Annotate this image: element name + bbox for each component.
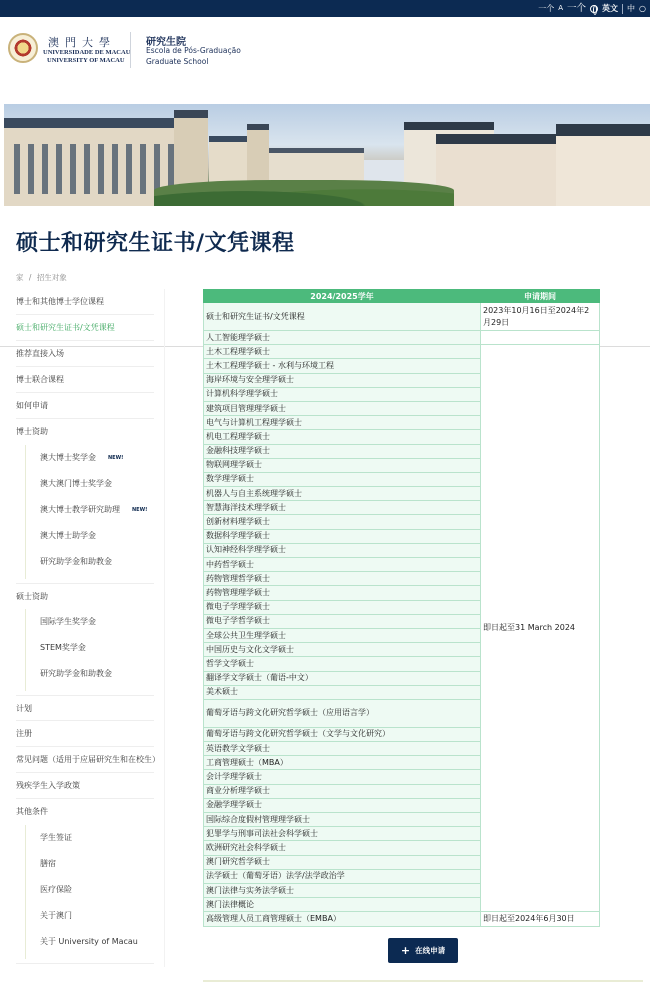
sidebar-item-faq[interactable]: 常见问题（适用于应届研究生和在校生） — [16, 747, 154, 773]
programme-name: 会计学理学硕士 — [204, 770, 481, 784]
programme-name: 美术硕士 — [204, 685, 481, 699]
building-shape — [556, 124, 650, 206]
sidebar-subitem-research-teaching-assistantship[interactable] — [40, 549, 154, 575]
programme-name: 智慧海洋技术理学硕士 — [204, 501, 481, 515]
programme-name: 澳门法律与实务法学硕士 — [204, 883, 481, 897]
sidebar-item-disability-policy[interactable]: 残疾学生入学政策 — [16, 773, 154, 799]
university-name-pt: UNIVERSIDADE DE MACAU — [43, 49, 131, 56]
table-row — [204, 912, 600, 926]
sidebar-item-registration[interactable]: 注册 — [16, 721, 154, 747]
programme-name: 澳门法律概论 — [204, 898, 481, 912]
subitem-label: 澳大博士助学金 — [40, 531, 96, 540]
programme-name: 工商管理硕士（MBA） — [204, 756, 481, 770]
campus-banner-image — [4, 104, 650, 206]
sidebar-subitem-student-visa[interactable]: 学生签证 — [40, 833, 72, 842]
sidebar-subitem-accommodation[interactable]: 膳宿 — [40, 859, 56, 868]
programme-name: 物联网理学硕士 — [204, 458, 481, 472]
programme-name: 中药哲学硕士 — [204, 558, 481, 572]
sidebar-subitem-um-phd-teaching-research-assistant[interactable] — [40, 497, 154, 523]
sidebar-divider — [164, 289, 165, 967]
sidebar-subitem-international-scholarship[interactable]: 国际学生奖学金 — [40, 617, 96, 626]
programme-name: 数据科学理学硕士 — [204, 529, 481, 543]
table-header-row — [204, 290, 600, 303]
phd-funding-submenu — [25, 445, 154, 579]
programme-name: 犯罪学与刑事司法社会科学硕士 — [204, 827, 481, 841]
sidebar-item-masters-programmes[interactable]: 硕士和研究生证书/文凭课程 — [16, 315, 154, 341]
application-period: 2023年10月16日至2024年2月29日 — [481, 303, 600, 331]
building-shape — [436, 134, 556, 206]
other-conditions-submenu — [25, 825, 154, 959]
programme-name: 计算机科学理学硕士 — [204, 387, 481, 401]
font-increase-button[interactable]: 一个 — [567, 3, 587, 14]
school-name-pt: Escola de Pós-Graduação — [146, 46, 241, 55]
programme-name: 土木工程理学硕士 - 水利与环境工程 — [204, 359, 481, 373]
divider — [622, 4, 623, 14]
trees-shape — [154, 180, 454, 206]
language-chinese-link[interactable]: 中 — [627, 4, 636, 13]
programme-name: 海岸环境与安全理学硕士 — [204, 373, 481, 387]
header-academic-year: 2024/2025学年 — [204, 290, 481, 303]
programme-name: 微电子学理学硕士 — [204, 600, 481, 614]
sidebar-bottom-divider — [16, 963, 154, 964]
programme-name: 英语教学文学硕士 — [204, 742, 481, 756]
font-decrease-button[interactable]: 一个 — [538, 4, 555, 13]
new-badge: NEW! — [108, 455, 124, 461]
programme-name: 硕士和研究生证书/文凭课程 — [204, 303, 481, 331]
breadcrumb-admissions[interactable]: 招生对象 — [36, 273, 67, 282]
programme-name: 欧洲研究社会科学硕士 — [204, 841, 481, 855]
school-name-cn: 研究生院 — [146, 37, 186, 48]
programme-name: 机器人与自主系统理学硕士 — [204, 487, 481, 501]
subitem-label: 澳大澳门博士奖学金 — [40, 479, 112, 488]
site-header — [0, 17, 650, 105]
application-period-empty — [481, 331, 600, 345]
school-name-en: Graduate School — [146, 57, 209, 66]
programme-name: 土木工程理学硕士 — [204, 345, 481, 359]
programme-name: 数学理学硕士 — [204, 472, 481, 486]
programme-name: 药物管理哲学硕士 — [204, 572, 481, 586]
sidebar-subitem-stem-scholarship[interactable]: STEM奖学金 — [40, 643, 86, 652]
sidebar — [16, 289, 160, 964]
top-utility-bar — [0, 0, 650, 17]
programme-name: 国际综合度假村管理理学硕士 — [204, 813, 481, 827]
programme-name: 商业分析理学硕士 — [204, 784, 481, 798]
sidebar-item-other-conditions[interactable]: 其他条件 — [16, 807, 48, 816]
programme-name: 法学硕士（葡萄牙语）法学/法学政治学 — [204, 869, 481, 883]
breadcrumb — [16, 272, 70, 283]
table-row — [204, 331, 600, 345]
content-bottom-divider — [203, 980, 643, 982]
programme-name: 全球公共卫生理学硕士 — [204, 628, 481, 642]
university-seal-logo[interactable] — [8, 33, 38, 63]
application-period: 即日起至2024年6月30日 — [481, 912, 600, 926]
subitem-label: 澳大博士奖学金 — [40, 453, 96, 462]
sidebar-item-phd-programmes[interactable]: 博士和其他博士学位课程 — [16, 289, 154, 315]
new-badge: NEW! — [132, 507, 148, 513]
sidebar-subitem-um-phd-grant[interactable] — [40, 523, 154, 549]
subitem-label: 研究助学金和助教金 — [40, 557, 112, 566]
breadcrumb-home[interactable]: 家 — [16, 273, 24, 282]
language-english-link[interactable]: 英文 — [602, 4, 619, 13]
programme-name: 高级管理人员工商管理硕士（EMBA） — [204, 912, 481, 926]
programme-name: 澳门研究哲学硕士 — [204, 855, 481, 869]
page-title: 硕士和研究生证书/文凭课程 — [16, 231, 295, 256]
university-name-en: UNIVERSITY OF MACAU — [47, 57, 125, 64]
programmes-table-container — [203, 289, 599, 927]
apply-online-button[interactable] — [388, 938, 458, 963]
programme-name: 金融科技理学硕士 — [204, 444, 481, 458]
programme-name: 微电子学哲学硕士 — [204, 614, 481, 628]
sidebar-item-programmes[interactable]: 计划 — [16, 695, 154, 721]
programme-name: 电气与计算机工程理学硕士 — [204, 416, 481, 430]
university-name-cn: 澳門大學 — [48, 36, 116, 49]
breadcrumb-separator: / — [28, 273, 32, 282]
programme-name: 机电工程理学硕士 — [204, 430, 481, 444]
programme-name: 哲学文学硕士 — [204, 657, 481, 671]
sidebar-item-masters-funding[interactable]: 硕士资助 — [16, 583, 154, 609]
apply-online-label: 在线申请 — [415, 946, 446, 955]
sidebar-subitem-about-macao[interactable]: 关于澳门 — [40, 911, 72, 920]
programme-name: 中国历史与文化文学硕士 — [204, 643, 481, 657]
application-period: 即日起至31 March 2024 — [481, 345, 600, 912]
programme-name: 认知神经科学理学硕士 — [204, 543, 481, 557]
programme-name: 葡萄牙语与跨文化研究哲学硕士（文学与文化研究） — [204, 727, 481, 741]
logo-divider — [130, 32, 131, 68]
sidebar-subitem-research-assistantship[interactable]: 研究助学金和助教金 — [40, 669, 112, 678]
table-row — [204, 345, 600, 359]
programmes-table — [203, 289, 600, 927]
sidebar-item-how-to-apply[interactable]: 如何申请 — [16, 393, 154, 419]
programme-name: 金融学理学硕士 — [204, 798, 481, 812]
programme-name: 建筑项目管理理学硕士 — [204, 401, 481, 415]
sidebar-subitem-medical-insurance[interactable]: 医疗保险 — [40, 885, 72, 894]
search-icon[interactable]: ○ — [639, 4, 646, 13]
utility-tools — [538, 3, 646, 14]
masters-funding-submenu — [25, 609, 154, 691]
header-application-period: 申请期间 — [481, 290, 600, 303]
programme-name: 人工智能理学硕士 — [204, 331, 481, 345]
table-row — [204, 303, 600, 331]
subitem-label: 澳大博士教学研究助理 — [40, 505, 120, 514]
programme-name: 葡萄牙语与跨文化研究哲学硕士（应用语言学） — [204, 699, 481, 727]
font-reset-button[interactable]: A — [558, 4, 563, 12]
globe-icon — [590, 5, 598, 13]
programme-name: 药物管理理学硕士 — [204, 586, 481, 600]
plus-icon: + — [400, 944, 411, 957]
programme-name: 创新材料理学硕士 — [204, 515, 481, 529]
sidebar-subitem-um-phd-scholarship[interactable] — [40, 445, 154, 471]
sidebar-item-direct-admission[interactable]: 推荐直接入场 — [16, 341, 154, 367]
programme-name: 翻译学文学硕士（葡语-中文） — [204, 671, 481, 685]
sidebar-subitem-um-macao-phd-scholarship[interactable] — [40, 471, 154, 497]
sidebar-item-joint-phd[interactable]: 博士联合课程 — [16, 367, 154, 393]
sidebar-subitem-about-um[interactable]: 关于 University of Macau — [40, 937, 138, 946]
sidebar-item-phd-funding[interactable]: 博士资助 — [16, 427, 48, 436]
